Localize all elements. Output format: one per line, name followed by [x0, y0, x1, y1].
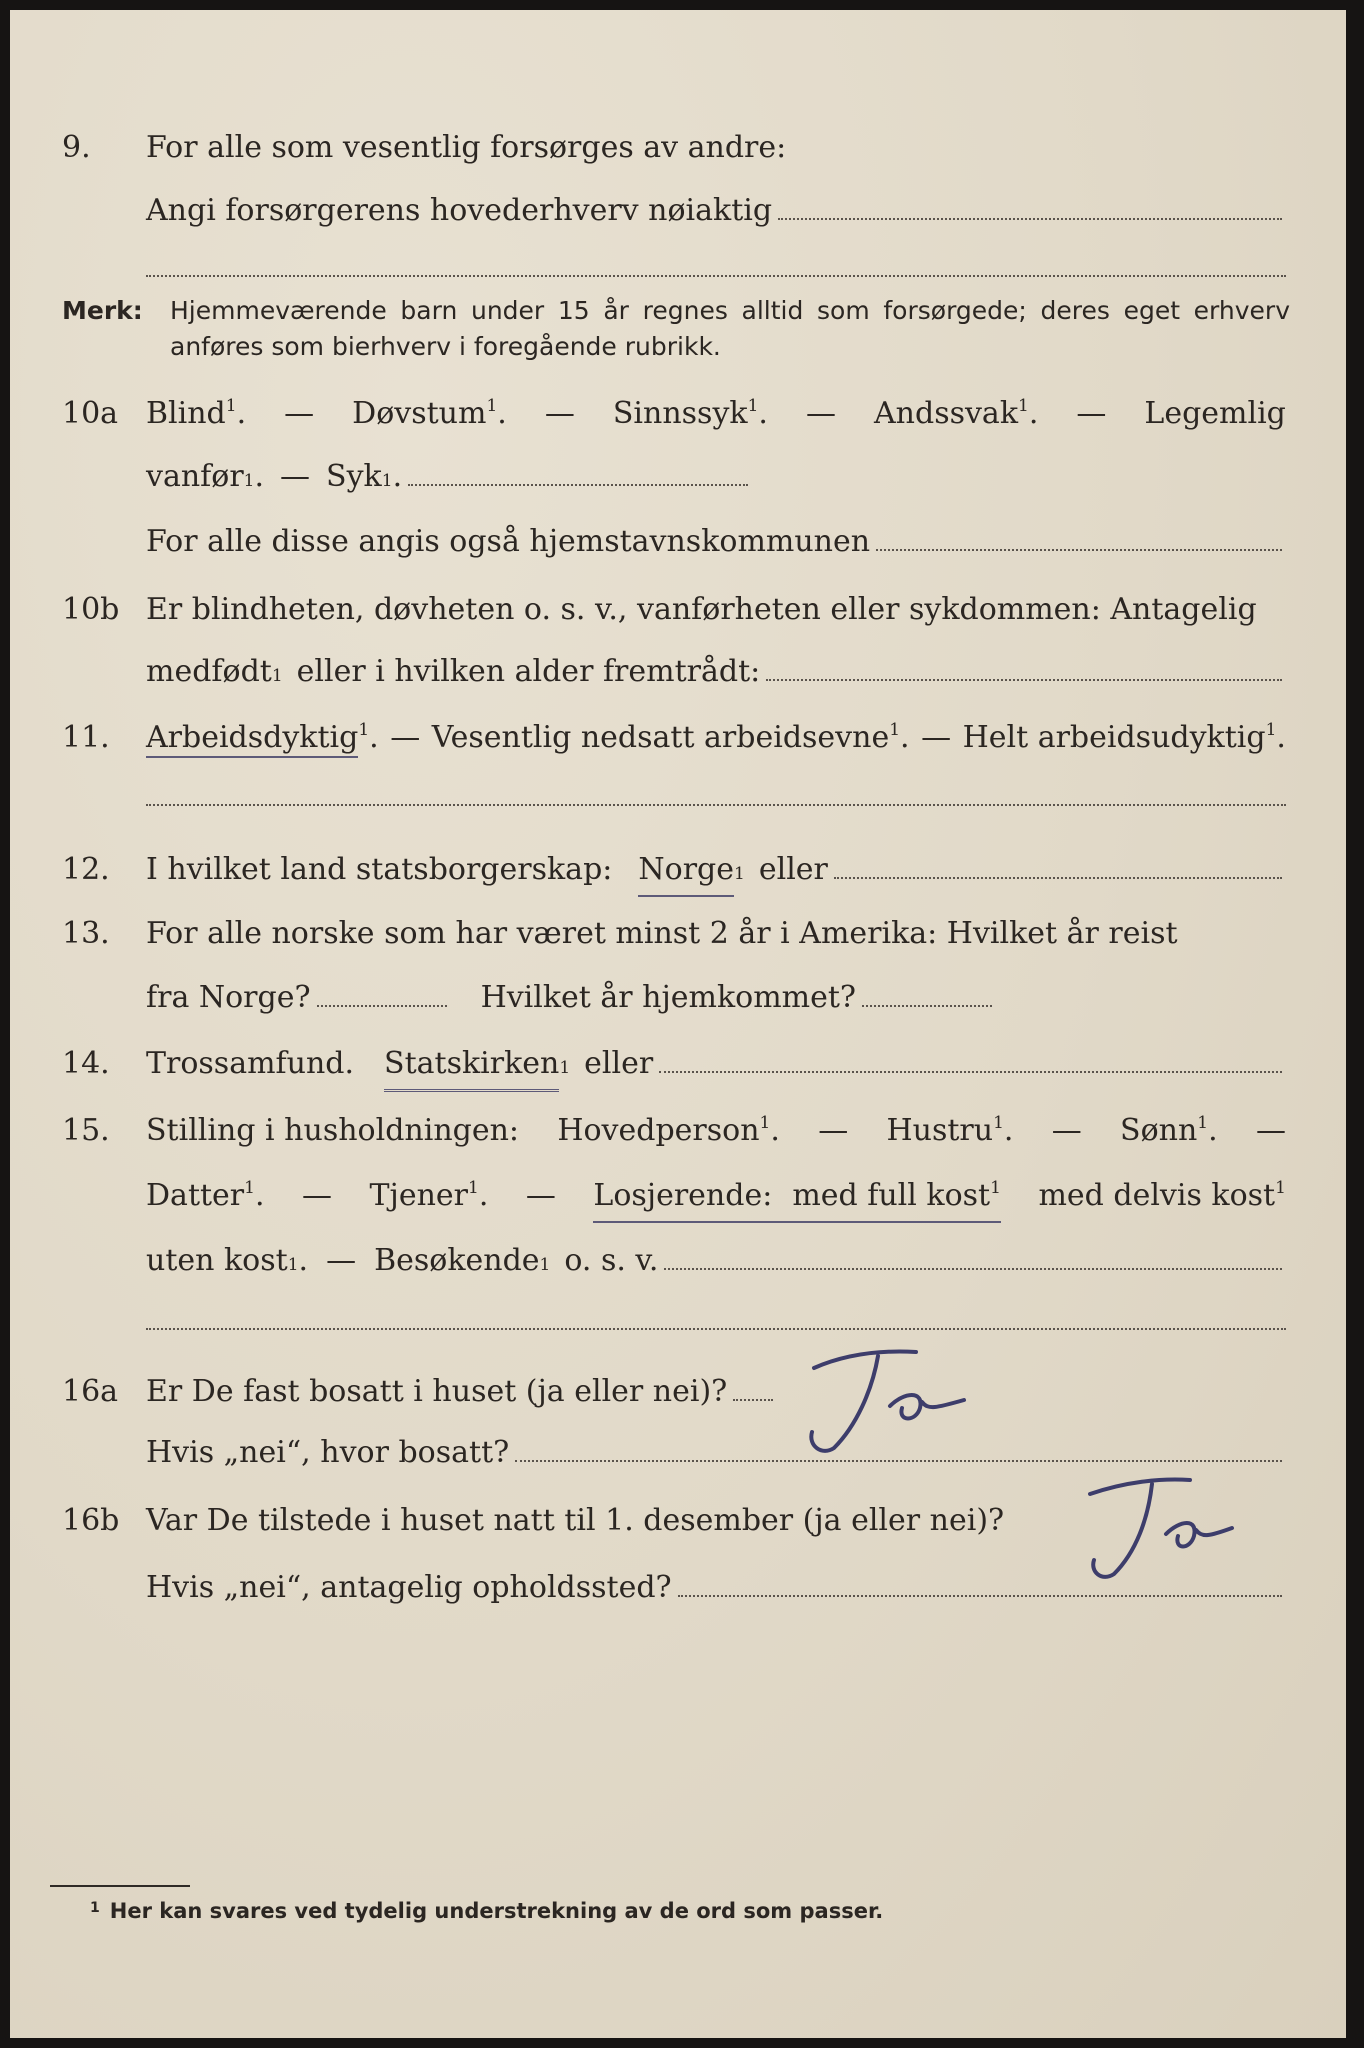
q12-eller: eller — [758, 852, 828, 887]
q15-number: 15. — [62, 1113, 110, 1148]
option-losjerende[interactable]: Losjerende: — [593, 1178, 773, 1213]
footnote-ref: 1 — [990, 1178, 1001, 1198]
dash: — — [280, 459, 311, 494]
census-form-page — [10, 10, 1346, 2038]
q16a-answer-field[interactable] — [733, 1399, 773, 1401]
option-sonn[interactable]: Sønn — [1120, 1113, 1198, 1148]
dash: — — [921, 720, 952, 755]
q15-stilling: Stilling i husholdningen: — [146, 1113, 520, 1148]
option-blind[interactable]: Blind — [146, 396, 226, 431]
footnote — [90, 1894, 883, 1928]
option-dovstum[interactable]: Døvstum — [352, 396, 487, 431]
punct: . — [770, 1113, 780, 1148]
q13-line-1: For alle norske som har været minst 2 år i Amerika: Hvilket år reist — [146, 916, 1178, 951]
option-statskirken[interactable]: Statskirken — [384, 1040, 559, 1092]
footnote-ref: 1 — [468, 1178, 479, 1198]
dash: — — [1255, 1113, 1286, 1148]
q10b-number: 10b — [62, 592, 120, 627]
q12-text: I hvilket land statsborgerskap: — [146, 852, 613, 887]
footnote-ref: 1 — [358, 720, 370, 740]
q10a-line-3: For alle disse angis også hjemstavnskommunen — [146, 524, 871, 559]
merk-note: Hjemmeværende barn under 15 år regnes alltid som forsørgede; deres eget erhverv anføres som bierhverv i foregående rubrikk. — [170, 296, 1290, 361]
q16b-opholdssted-field[interactable] — [678, 1595, 1282, 1597]
punct: . — [254, 1178, 265, 1213]
punct: . — [369, 720, 379, 755]
q13-reist-field[interactable] — [317, 1005, 447, 1007]
merk-label: Merk: — [62, 296, 143, 325]
q9-row-1 — [10, 124, 1346, 172]
q14-row: 14. Trossamfund. Statskirken 1 eller — [10, 1040, 1346, 1088]
option-med-delvis-kost[interactable]: med delvis kost — [1038, 1178, 1276, 1213]
q10a-row-1 — [10, 390, 1346, 438]
q13-hjemkommet: Hvilket år hjemkommet? — [480, 980, 857, 1015]
footnote-ref: 1 — [759, 1113, 771, 1133]
dash: — — [805, 396, 836, 431]
q10b-alder-field[interactable] — [766, 679, 1282, 681]
q10b-row-1 — [10, 586, 1346, 634]
q14-eller: eller — [584, 1046, 654, 1081]
q9-line-1: For alle som vesentlig forsørges av andre: — [146, 130, 787, 165]
q15-stilling-field[interactable] — [664, 1268, 1282, 1270]
punct: . — [1208, 1113, 1218, 1148]
option-nedsatt-arbeidsevne[interactable]: Vesentlig nedsatt arbeidsevne — [431, 720, 890, 755]
punct: . — [497, 396, 507, 431]
q10a-number: 10a — [62, 396, 119, 431]
option-uten-kost[interactable]: uten kost — [146, 1243, 288, 1278]
q11-answer-line[interactable] — [146, 804, 1286, 806]
dash: — — [525, 1178, 556, 1213]
q10a-syk-field[interactable] — [408, 484, 748, 486]
q15-answer-line[interactable] — [146, 1328, 1286, 1330]
q16a-number: 16a — [62, 1374, 119, 1409]
option-vanfor[interactable]: vanfør — [146, 459, 244, 494]
q14-trossamfund: Trossamfund. — [146, 1046, 355, 1081]
dash: — — [302, 1178, 333, 1213]
q16b-number: 16b — [62, 1503, 120, 1538]
footnote-ref: 1 — [747, 396, 759, 416]
q12-row: 12. I hvilket land statsborgerskap: Norge 1 eller — [10, 846, 1346, 894]
q9-row-2 — [10, 187, 1346, 235]
option-legemlig[interactable]: Legemlig — [1144, 396, 1286, 431]
punct: . — [392, 459, 403, 494]
option-sinnssyk[interactable]: Sinnssyk — [612, 396, 748, 431]
q9-number: 9. — [62, 130, 91, 165]
punct: . — [758, 396, 768, 431]
option-medfodt[interactable]: medfødt — [146, 654, 272, 689]
q12-land-field[interactable] — [834, 877, 1282, 879]
q10b-row-2: medfødt 1 eller i hvilken alder fremtrådt: — [10, 648, 1346, 696]
q10a-row-2: vanfør 1 . — Syk 1 . — [10, 453, 1346, 501]
option-arbeidsudyktig[interactable]: Helt arbeidsudyktig — [962, 720, 1266, 755]
option-syk[interactable]: Syk — [326, 459, 382, 494]
q16b-row-2 — [10, 1564, 1346, 1612]
punct: . — [1276, 720, 1286, 755]
q16b-line-1: Var De tilstede i huset natt til 1. desember (ja eller nei)? — [146, 1503, 1005, 1538]
option-arbeidsdyktig[interactable]: Arbeidsdyktig — [146, 720, 358, 758]
footnote-ref: 1 — [225, 396, 237, 416]
footnote-ref: 1 — [1265, 720, 1277, 740]
footnote-marker: 1 — [90, 1900, 100, 1916]
q16a-line-1: Er De fast bosatt i huset (ja eller nei)? — [146, 1374, 728, 1409]
footnote-ref: 1 — [244, 1178, 255, 1198]
q15-row-3: uten kost 1 . — Besøkende 1 o. s. v. — [10, 1237, 1346, 1285]
q9-answer-field[interactable] — [778, 218, 1282, 220]
dash: — — [818, 1113, 849, 1148]
q16a-line-2: Hvis „nei“, hvor bosatt? — [146, 1435, 510, 1470]
q10a-kommune-field[interactable] — [876, 549, 1282, 551]
q13-row-1 — [10, 910, 1346, 958]
q16a-row-1 — [10, 1368, 1346, 1416]
dash: — — [1076, 396, 1107, 431]
q13-number: 13. — [62, 916, 110, 951]
footnote-ref: 1 — [1197, 1113, 1209, 1133]
punct: . — [900, 720, 910, 755]
option-datter[interactable]: Datter — [146, 1178, 245, 1213]
option-besokende[interactable]: Besøkende — [374, 1243, 540, 1278]
dash: — — [544, 396, 575, 431]
punct: . — [298, 1243, 309, 1278]
q12-number: 12. — [62, 852, 110, 887]
q13-fra-norge: fra Norge? — [146, 980, 311, 1015]
option-andssvak[interactable]: Andssvak — [874, 396, 1018, 431]
dash: — — [1051, 1113, 1082, 1148]
option-med-full-kost[interactable]: med full kost — [792, 1178, 991, 1213]
dash: — — [326, 1243, 357, 1278]
option-tjener[interactable]: Tjener — [369, 1178, 469, 1213]
q9-line-2: Angi forsørgerens hovederhverv nøiaktig — [146, 193, 773, 228]
option-norge[interactable]: Norge — [638, 846, 734, 897]
option-hovedperson[interactable]: Hovedperson — [557, 1113, 760, 1148]
q10a-row-3 — [10, 518, 1346, 566]
footnote-divider — [50, 1885, 190, 1887]
punct: . — [236, 396, 247, 431]
footnote-ref: 1 — [1018, 396, 1029, 416]
q11-number: 11. — [62, 720, 110, 755]
q13-row-2 — [10, 974, 1346, 1022]
footnote-text: Her kan svares ved tydelig understrekning av de ord som passer. — [109, 1899, 884, 1923]
punct: . — [478, 1178, 489, 1213]
q16a-bosatt-field[interactable] — [515, 1460, 1282, 1462]
dash: — — [390, 720, 421, 755]
punct: . — [1003, 1113, 1014, 1148]
punct: . — [254, 459, 265, 494]
q10b-line-1: Er blindheten, døvheten o. s. v., vanførheten eller sykdommen: Antagelig — [146, 592, 1257, 627]
q15-row-1 — [10, 1107, 1346, 1155]
footnote-ref: 1 — [993, 1113, 1004, 1133]
dash: — — [284, 396, 315, 431]
footnote-ref: 1 — [1275, 1178, 1286, 1198]
q10b-line-2: eller i hvilken alder fremtrådt: — [296, 654, 761, 689]
q9-answer-line-2[interactable] — [146, 275, 1286, 277]
q15-row-2 — [10, 1172, 1346, 1220]
q16b-line-2: Hvis „nei“, antagelig opholdssted? — [146, 1570, 672, 1605]
q15-osv: o. s. v. — [564, 1243, 659, 1278]
q14-trossamfund-field[interactable] — [659, 1071, 1282, 1073]
punct: . — [1028, 396, 1039, 431]
footnote-ref: 1 — [889, 720, 901, 740]
footnote-ref: 1 — [486, 396, 498, 416]
q13-hjemkommet-field[interactable] — [862, 1005, 992, 1007]
q14-number: 14. — [62, 1046, 110, 1081]
q11-row — [10, 714, 1346, 762]
option-hustru[interactable]: Hustru — [886, 1113, 994, 1148]
